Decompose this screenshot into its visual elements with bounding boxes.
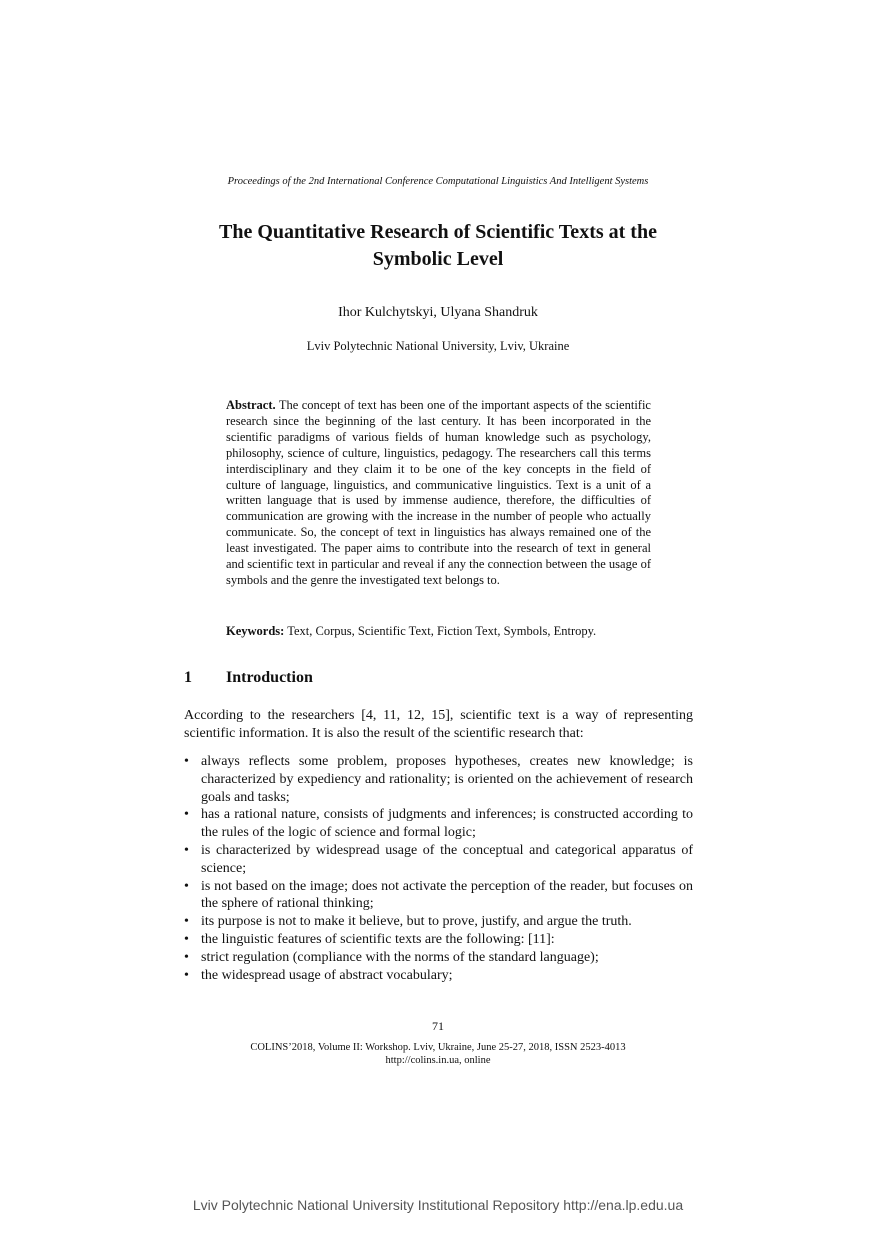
paper-title-line-2: Symbolic Level — [372, 248, 504, 270]
abstract — [226, 398, 651, 589]
bullet-icon: • — [184, 842, 189, 858]
list-item — [184, 842, 693, 878]
bullet-icon: • — [184, 807, 189, 823]
list-item-text: is characterized by widespread usage of the conceptual and categorical apparatus of science; — [201, 842, 693, 876]
list-item-text: always reflects some problem, proposes hypotheses, creates new knowledge; is characterized by expediency and rationality; is oriented on the achievement of research goals and tasks; — [201, 754, 693, 805]
bullet-icon: • — [184, 754, 189, 769]
list-item — [184, 913, 693, 931]
list-item — [184, 806, 693, 842]
keywords — [226, 624, 651, 639]
list-item-text: its purpose is not to make it believe, but to prove, justify, and argue the truth. — [201, 914, 632, 930]
list-item — [184, 931, 693, 949]
list-item — [184, 967, 693, 985]
repository-watermark: Lviv Polytechnic National University Institutional Repository http://ena.lp.edu.ua — [192, 1197, 684, 1213]
affiliation: Lviv Polytechnic National University, Lviv, Ukraine — [306, 339, 570, 353]
bullet-icon: • — [184, 914, 189, 930]
list-item-text: is not based on the image; does not activate the perception of the reader, but focuses on the sphere of rational thinking; — [201, 878, 693, 912]
section-title: Introduction — [226, 669, 313, 686]
bullet-icon: • — [184, 967, 189, 983]
paper-title-line-1: The Quantitative Research of Scientific Texts at the — [219, 221, 657, 243]
page-number: 71 — [432, 1019, 444, 1033]
list-item — [184, 878, 693, 914]
list-item-text: the widespread usage of abstract vocabulary; — [201, 967, 453, 983]
running-header: Proceedings of the 2nd International Conference Computational Linguistics And Intelligent Systems — [227, 176, 649, 187]
list-item-text: has a rational nature, consists of judgments and inferences; is constructed according to the rules of the logic of science and formal logic; — [201, 807, 693, 841]
list-item — [184, 949, 693, 967]
keywords-label: Keywords: — [226, 624, 285, 638]
conference-footer: COLINS’2018, Volume II: Workshop. Lviv, Ukraine, June 25-27, 2018, ISSN 2523-4013 — [250, 1042, 626, 1053]
list-item-text: the linguistic features of scientific texts are the following: [11]: — [201, 931, 555, 947]
abstract-text: The concept of text has been one of the important aspects of the scientific research since the beginning of the last century. It has been incorporated in the scientific paradigms of various fields of human knowledge such as psychology, philosophy, science of culture, linguistics, pedagogy. The researchers call this terms interdisciplinary and they claim it to be one of the key concepts in the field of culture of language, linguistics, and communicative linguistics. Text is a unit of a written language that is used by immense audience, therefore, the difficulties of communication are growing with the increase in the number of people who actually communicate. So, the concept of text in linguistics has always remained one of the least investigated. The paper aims to contribute into the research of text in general and scientific text in particular and reveal if any the connection between the usage of symbols and the genre the investigated text belongs to. — [226, 398, 651, 587]
section-heading — [184, 669, 313, 687]
list-item — [184, 753, 693, 806]
paper-title — [150, 219, 726, 273]
footer-url: http://colins.in.ua, online — [385, 1055, 491, 1066]
list-item-text: strict regulation (compliance with the norms of the standard language); — [201, 949, 599, 965]
bullet-icon: • — [184, 949, 189, 965]
bullet-icon: • — [184, 878, 189, 894]
keywords-text: Text, Corpus, Scientific Text, Fiction Text, Symbols, Entropy. — [287, 624, 597, 638]
section-number: 1 — [184, 669, 192, 686]
bullet-list — [184, 753, 693, 984]
bullet-icon: • — [184, 931, 189, 947]
intro-paragraph: According to the researchers [4, 11, 12, 15], scientific text is a way of representing scientific information. It is also the result of the scientific research that: — [184, 708, 693, 741]
authors: Ihor Kulchytskyi, Ulyana Shandruk — [338, 305, 538, 320]
abstract-label: Abstract. — [226, 398, 276, 412]
